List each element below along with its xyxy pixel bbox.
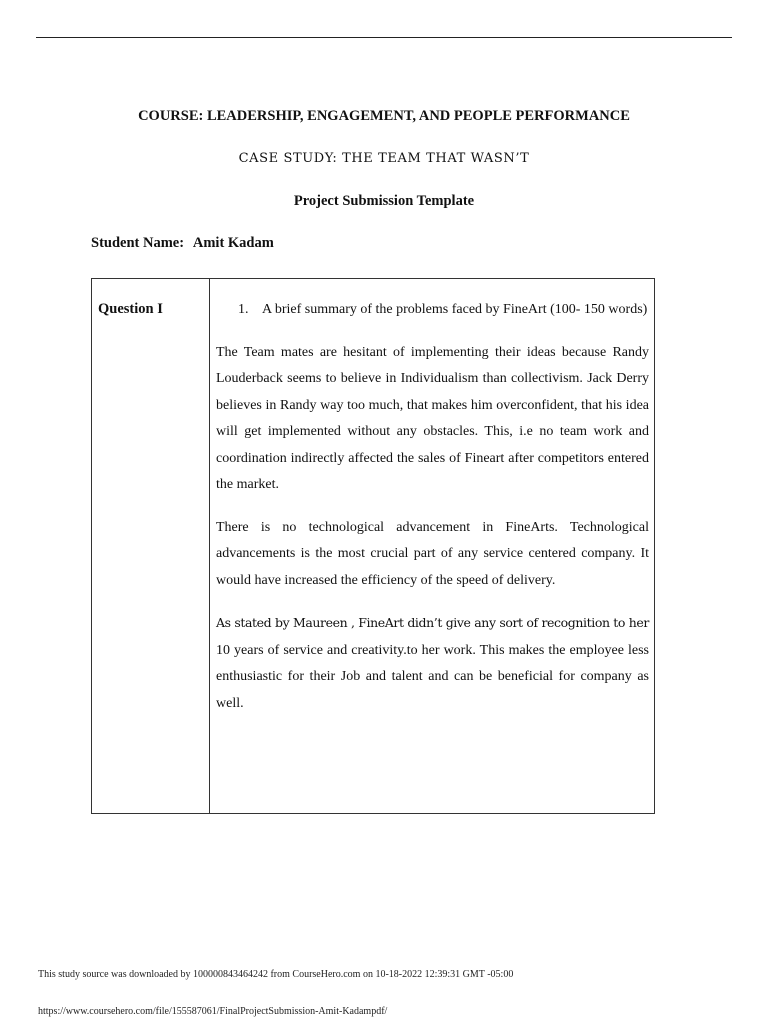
prompt-number: 1. bbox=[238, 302, 249, 317]
answer-cell bbox=[216, 297, 649, 717]
question-prompt bbox=[216, 297, 649, 324]
question-table bbox=[91, 278, 655, 814]
prompt-text: A brief summary of the problems faced by FineArt (100- 150 words) bbox=[262, 302, 648, 317]
case-study-title: CASE STUDY: THE TEAM THAT WASN’T bbox=[238, 151, 530, 166]
question-label: Question I bbox=[98, 301, 163, 317]
student-name-label: Student Name: bbox=[91, 235, 185, 251]
answer-paragraph-2: There is no technological advancement in FineArts. Technological advancements is the most crucial part of any service centered company. It would have increased the efficiency of the speed of delivery. bbox=[216, 519, 649, 588]
column-divider bbox=[209, 279, 210, 813]
answer-paragraph-3-rest: 10 years of service and creativity.to her work. This makes the employee less enthusiastic for their Job and talent and can be beneficial for company as well. bbox=[216, 642, 649, 711]
download-notice: This study source was downloaded by 100000843464242 from CourseHero.com on 10-18-2022 12:39:31 GMT -05:00 bbox=[38, 969, 514, 980]
answer-paragraph-3 bbox=[216, 610, 649, 717]
answer-paragraph-1: The Team mates are hesitant of implementing their ideas because Randy Louderback seems to believe in Individualism than collectivism. Jack Derry believes in Randy way too much, that makes him overconfident, that his idea will get implemented without any obstacles. This, i.e no team work and coordination indirectly affected the sales of Fineart after competitors entered the market. bbox=[216, 344, 649, 492]
top-rule bbox=[36, 37, 732, 38]
answer-paragraph-3-lead: As stated by Maureen , FineArt didn’t give any sort of recognition to her bbox=[216, 615, 649, 630]
student-name-value: Amit Kadam bbox=[192, 235, 274, 251]
student-name-line bbox=[91, 235, 274, 252]
template-title: Project Submission Template bbox=[293, 193, 475, 209]
course-title: COURSE: LEADERSHIP, ENGAGEMENT, AND PEOPLE PERFORMANCE bbox=[138, 108, 630, 124]
source-url: https://www.coursehero.com/file/155587061/FinalProjectSubmission-Amit-Kadampdf/ bbox=[38, 1006, 388, 1017]
